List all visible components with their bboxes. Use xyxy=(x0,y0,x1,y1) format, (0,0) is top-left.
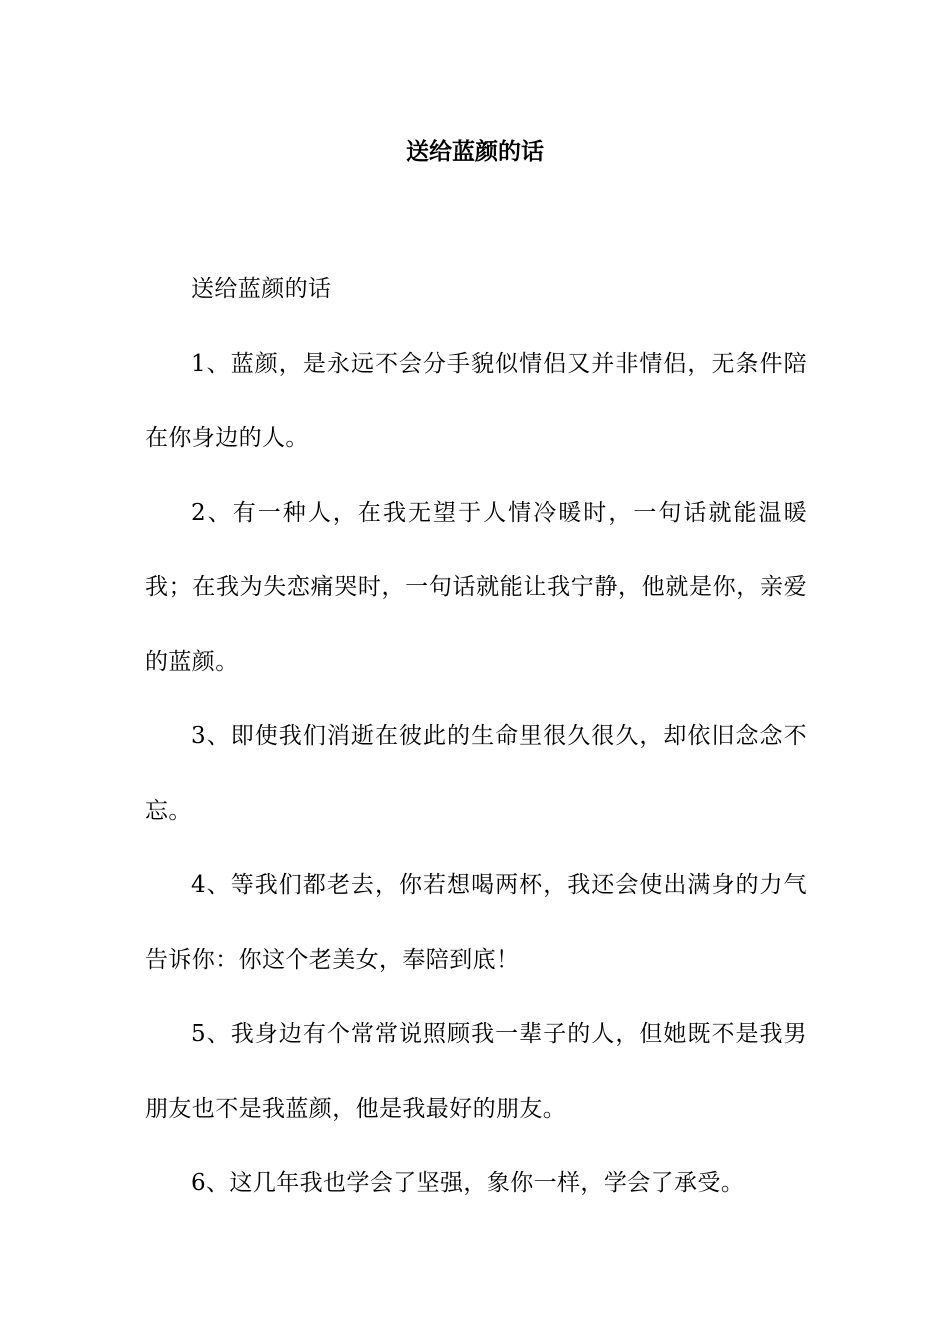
document-body xyxy=(145,252,807,1221)
paragraph-item-6: 6、这几年我也学会了坚强，象你一样，学会了承受。 xyxy=(191,1170,745,1196)
paragraph-subtitle: 送给蓝颜的话 xyxy=(191,276,332,302)
paragraph-item-3: 3、即使我们消逝在彼此的生命里很久很久，却依旧念念不忘。 xyxy=(145,723,807,824)
paragraph-item-5: 5、我身边有个常常说照顾我一辈子的人，但她既不是我男朋友也不是我蓝颜，他是我最好的朋友。 xyxy=(145,1021,807,1122)
paragraph-item-4: 4、等我们都老去，你若想喝两杯，我还会使出满身的力气告诉你：你这个老美女，奉陪到底！ xyxy=(145,872,807,973)
paragraph-item-2: 2、有一种人，在我无望于人情冷暖时，一句话就能温暖我；在我为失恋痛哭时，一句话就能让我宁静，他就是你，亲爱的蓝颜。 xyxy=(145,499,807,675)
paragraph-item-1: 1、蓝颜，是永远不会分手貌似情侣又并非情侣，无条件陪在你身边的人。 xyxy=(145,350,807,451)
document-title: 送给蓝颜的话 xyxy=(406,138,544,165)
